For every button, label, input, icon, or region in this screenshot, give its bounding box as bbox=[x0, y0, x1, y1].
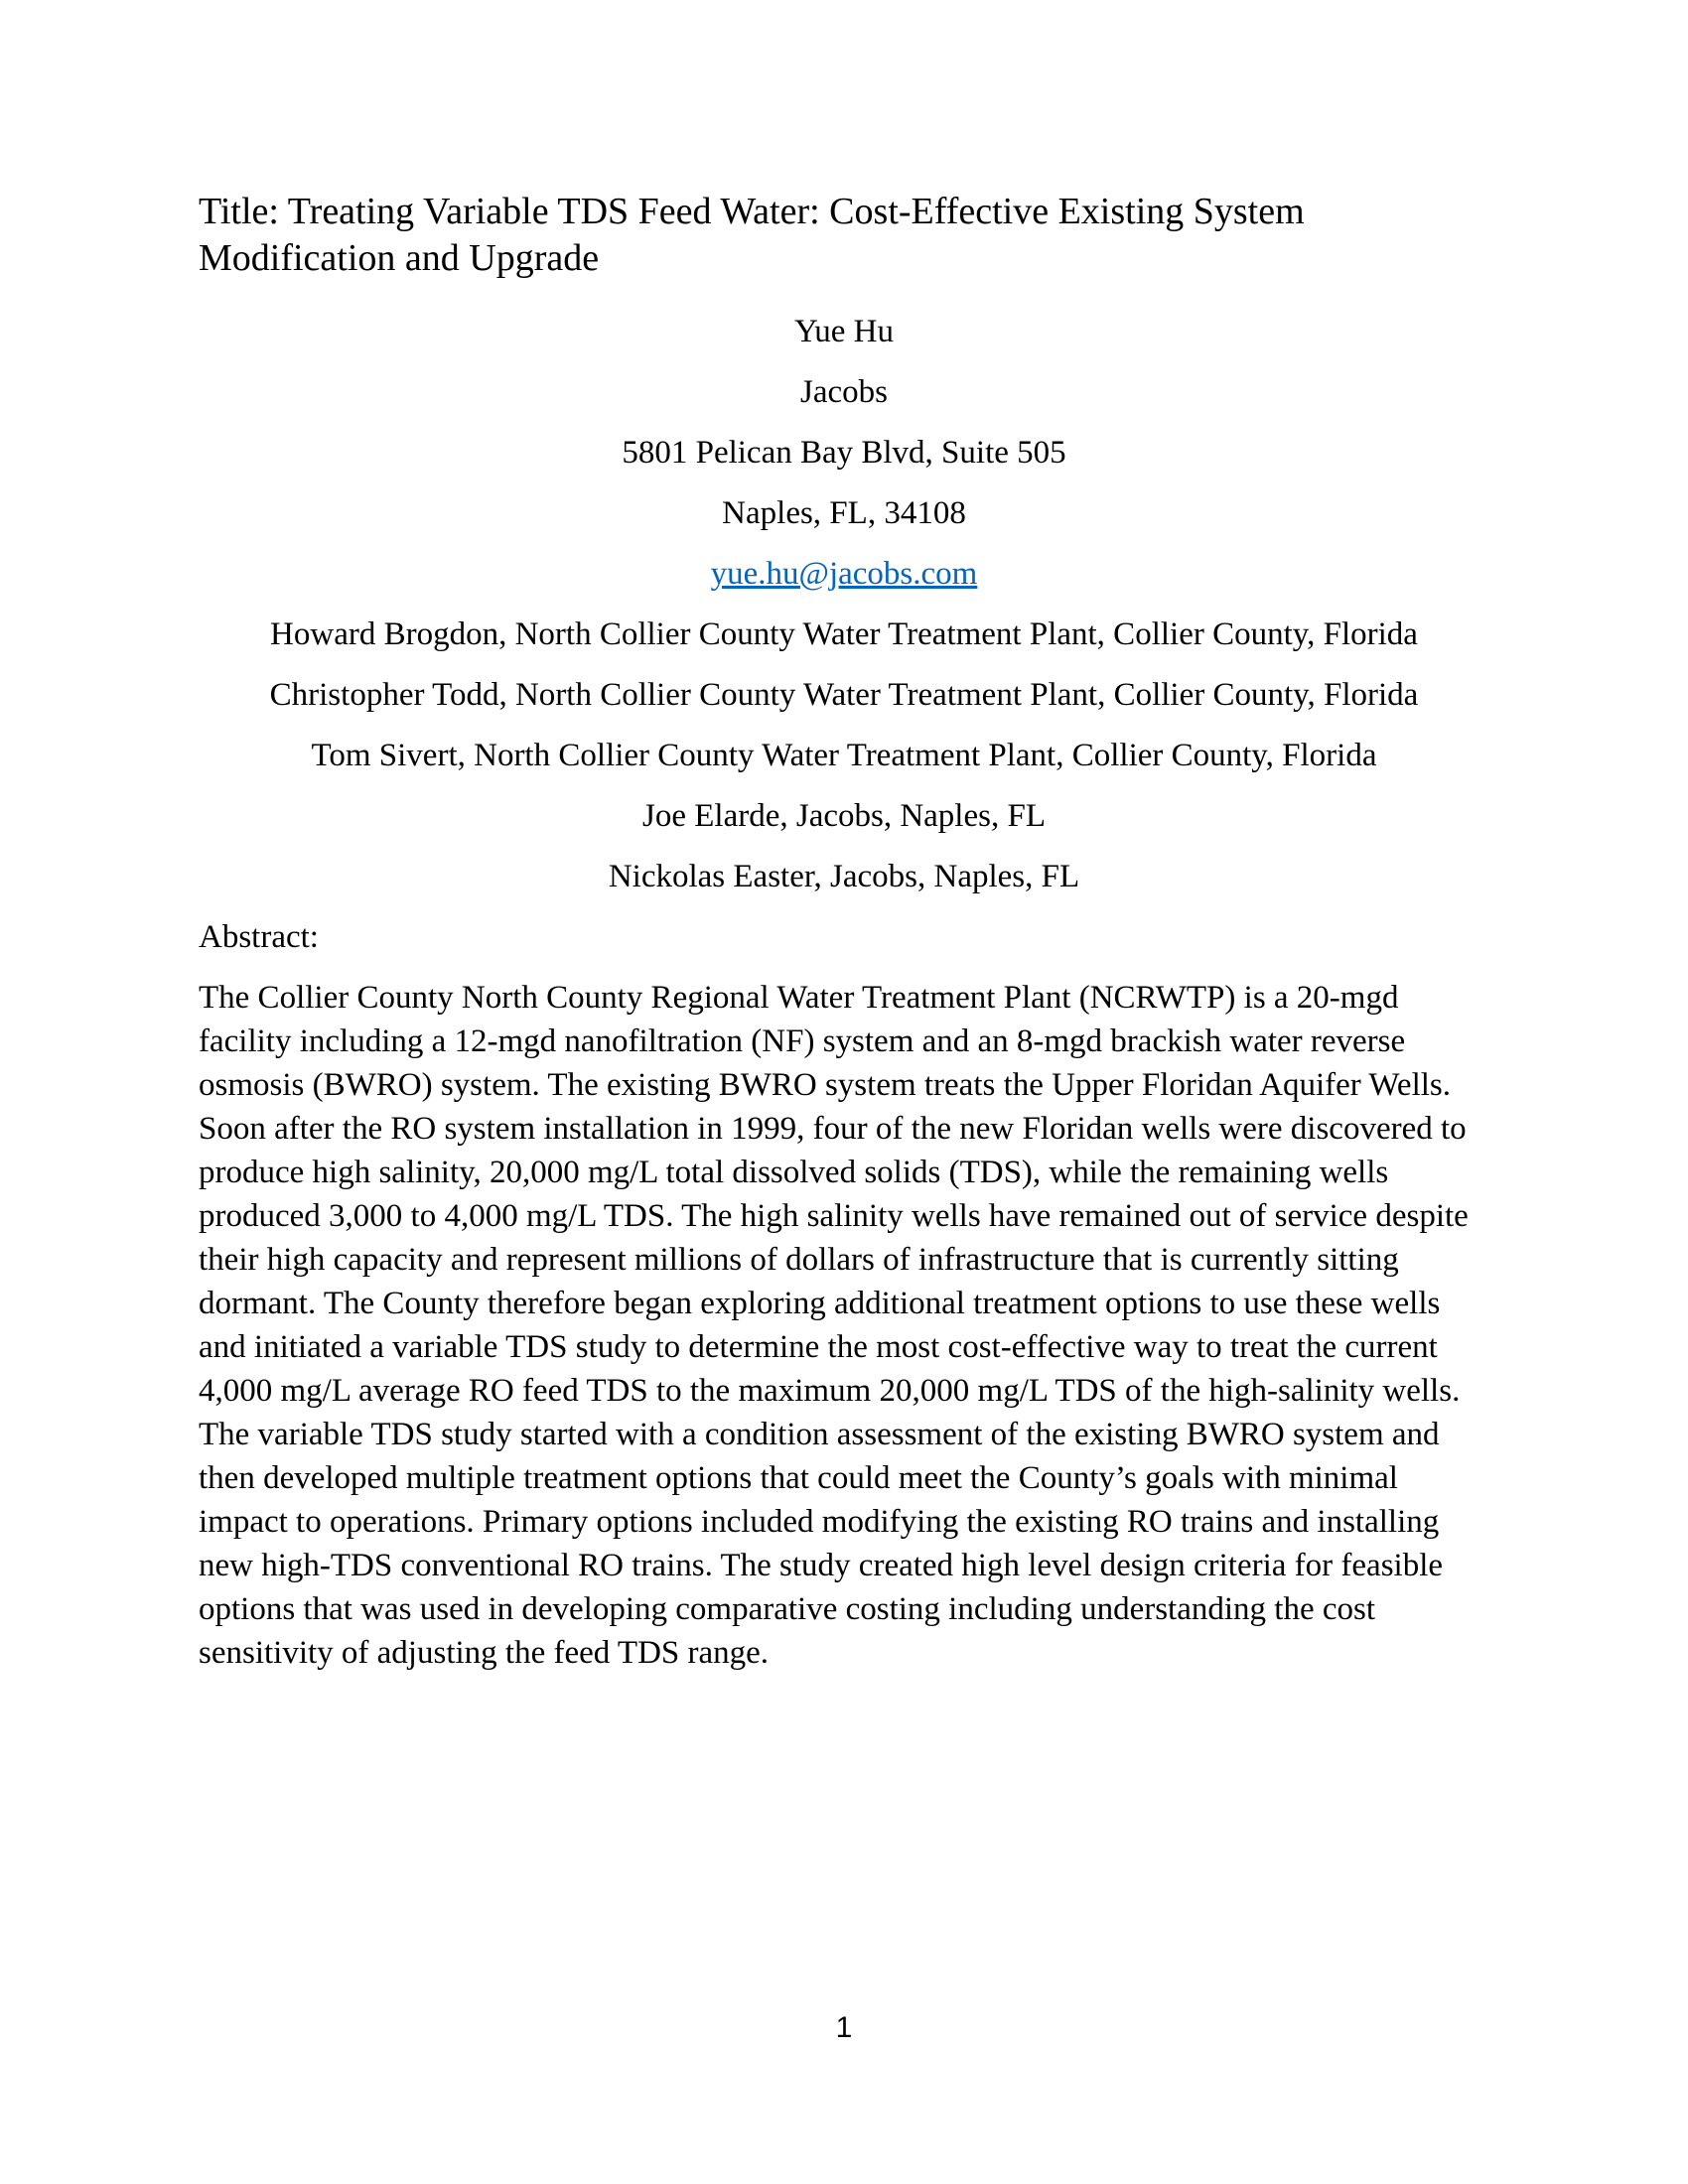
coauthor-line: Tom Sivert, North Collier County Water Treatment Plant, Collier County, Florida bbox=[311, 738, 1377, 773]
author-company: Jacobs bbox=[800, 374, 888, 410]
abstract-heading: Abstract: bbox=[199, 919, 319, 955]
email-link[interactable]: yue.hu@jacobs.com bbox=[710, 556, 978, 592]
coauthor-line: Joe Elarde, Jacobs, Naples, FL bbox=[642, 798, 1046, 834]
coauthor-line: Howard Brogdon, North Collier County Water Treatment Plant, Collier County, Florida bbox=[270, 616, 1418, 652]
author-email-line bbox=[199, 552, 1489, 596]
author-address: 5801 Pelican Bay Blvd, Suite 505 bbox=[622, 435, 1066, 471]
coauthor-line: Nickolas Easter, Jacobs, Naples, FL bbox=[608, 859, 1080, 894]
author-city: Naples, FL, 34108 bbox=[722, 495, 966, 531]
page-number: 1 bbox=[835, 2011, 853, 2044]
coauthor-line: Christopher Todd, North Collier County Water Treatment Plant, Collier County, Florida bbox=[269, 677, 1419, 713]
abstract-body: The Collier County North County Regional Water Treatment Plant (NCRWTP) is a 20-mgd facility including a 12-mgd nanofiltration (NF) system and an 8-mgd brackish water reverse osmosis (BWRO) system. The existing BWRO system treats the Upper Floridan Aquifer Wells. Soon after the RO system installation in 1999, four of the new Floridan wells were discovered to produce high salinity, 20,000 mg/L total dissolved solids (TDS), while the remaining wells produced 3,000 to 4,000 mg/L TDS. The high salinity wells have remained out of service despite their high capacity and represent millions of dollars of infrastructure that is currently sitting dormant. The County therefore began exploring additional treatment options to use these wells and initiated a variable TDS study to determine the most cost-effective way to treat the current 4,000 mg/L average RO feed TDS to the maximum 20,000 mg/L TDS of the high-salinity wells. The variable TDS study started with a condition assessment of the existing BWRO system and then developed multiple treatment options that could meet the County’s goals with minimal impact to operations. Primary options included modifying the existing RO trains and installing new high-TDS conventional RO trains. The study created high level design criteria for feasible options that was used in developing comparative costing including understanding the cost sensitivity of adjusting the feed TDS range. bbox=[199, 980, 1469, 1671]
author-name: Yue Hu bbox=[794, 314, 894, 349]
page-title: Title: Treating Variable TDS Feed Water: Cost-Effective Existing System Modification and Upgrade bbox=[199, 191, 1305, 279]
